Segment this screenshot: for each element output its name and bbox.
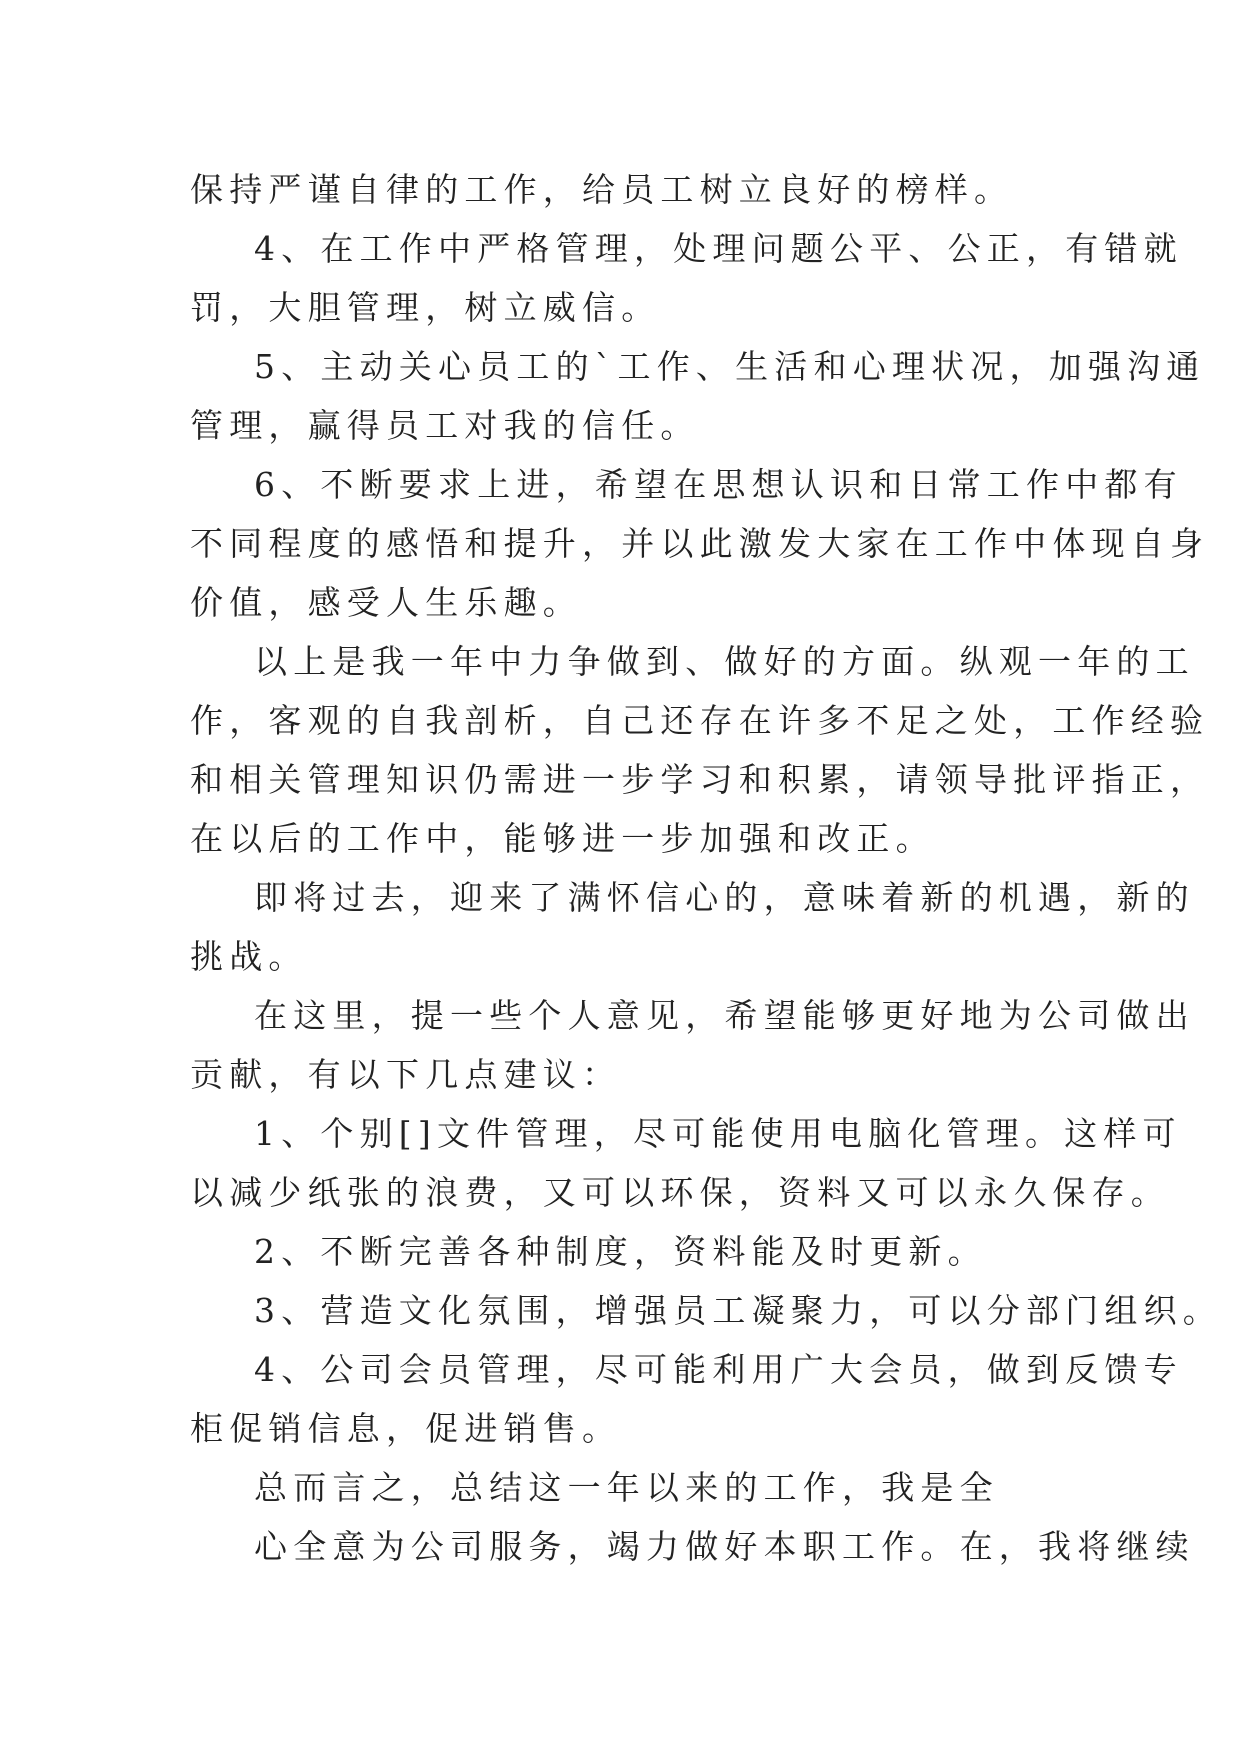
text-line: 罚，大胆管理，树立威信。 xyxy=(190,288,661,327)
text-line: 贡献，有以下几点建议： xyxy=(190,1055,622,1094)
text-line: 4、在工作中严格管理，处理问题公平、公正，有错就 xyxy=(254,229,1183,268)
text-line: 挑战。 xyxy=(190,937,308,976)
text-line: 柜促销信息，促进销售。 xyxy=(190,1409,622,1448)
text-line: 保持严谨自律的工作，给员工树立良好的榜样。 xyxy=(190,170,1014,209)
text-line: 6、不断要求上进，希望在思想认识和日常工作中都有 xyxy=(254,465,1183,504)
document-body xyxy=(190,160,1222,1576)
text-line: 在以后的工作中，能够进一步加强和改正。 xyxy=(190,819,935,858)
text-line: 2、不断完善各种制度，资料能及时更新。 xyxy=(254,1232,987,1271)
text-line: 作，客观的自我剖析，自己还存在许多不足之处，工作经验 xyxy=(190,701,1210,740)
text-line: 心全意为公司服务，竭力做好本职工作。在，我将继续 xyxy=(254,1527,1195,1566)
text-line: 不同程度的感悟和提升，并以此激发大家在工作中体现自身 xyxy=(190,524,1210,563)
text-line: 管理，赢得员工对我的信任。 xyxy=(190,406,700,445)
text-line: 1、个别[]文件管理，尽可能使用电脑化管理。这样可 xyxy=(254,1114,1182,1153)
text-line: 以上是我一年中力争做到、做好的方面。纵观一年的工 xyxy=(254,642,1195,681)
text-line: 3、营造文化氛围，增强员工凝聚力，可以分部门组织。 xyxy=(254,1291,1222,1330)
text-line: 4、公司会员管理，尽可能利用广大会员，做到反馈专 xyxy=(254,1350,1183,1389)
text-line: 5、主动关心员工的`工作、生活和心理状况，加强沟通 xyxy=(254,347,1206,386)
text-line: 总而言之，总结这一年以来的工作，我是全 xyxy=(254,1468,999,1507)
text-line: 在这里，提一些个人意见，希望能够更好地为公司做出 xyxy=(254,996,1195,1035)
text-line: 和相关管理知识仍需进一步学习和积累，请领导批评指正， xyxy=(190,760,1210,799)
text-line: 价值，感受人生乐趣。 xyxy=(190,583,582,622)
text-line: 以减少纸张的浪费，又可以环保，资料又可以永久保存。 xyxy=(190,1173,1170,1212)
text-line: 即将过去，迎来了满怀信心的，意味着新的机遇，新的 xyxy=(254,878,1195,917)
